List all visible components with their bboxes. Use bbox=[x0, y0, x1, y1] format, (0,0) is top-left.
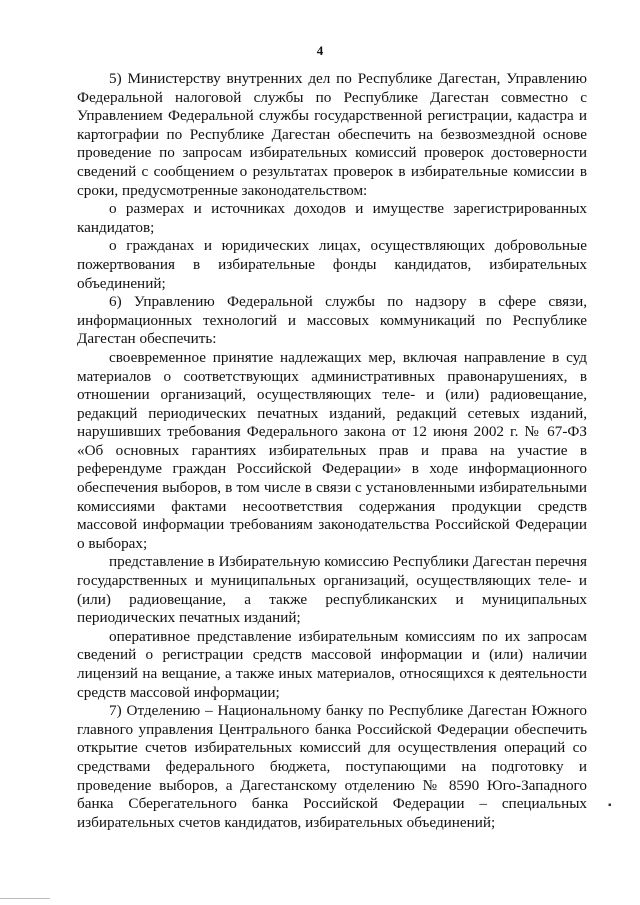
page-number: 4 bbox=[316, 43, 324, 58]
paragraph-item-5: 5) Министерству внутренних дел по Республике Дагестан, Управлению Федеральной налоговой службы по Республике Дагестан совместно с Управлением Федеральной службы государственной регистрации, кадастра и картографии по Республике Дагестан обеспечить на безвозмездной основе проведение по запросам избирательных комиссий проверок достоверности сведений с сообщением о результатах проверок в избирательные комиссии в сроки, предусмотренные законодательством: bbox=[77, 70, 587, 199]
paragraph-income-property: о размерах и источниках доходов и имуществе зарегистрированных кандидатов; bbox=[77, 200, 587, 236]
scan-edge-line bbox=[0, 898, 50, 899]
scan-artifact-mark: ▪ bbox=[608, 800, 612, 811]
paragraph-operational-info: оперативное представление избирательным комиссиям по их запросам сведений о регистрации средств массовой информации и (или) наличии лицензий на вещание, а также иных материалов, относящихся к деятельности средств массовой информации; bbox=[77, 627, 587, 701]
paragraph-donations: о гражданах и юридических лицах, осуществляющих добровольные пожертвования в избирательные фонды кандидатов, избирательных объединений; bbox=[77, 237, 587, 292]
paragraph-submission-list: представление в Избирательную комиссию Республики Дагестан перечня государственных и муниципальных организаций, осуществляющих теле- и (или) радиовещание, а также республиканских и муниципальных периодических печатных изданий; bbox=[77, 553, 587, 627]
document-body bbox=[77, 70, 587, 832]
paragraph-item-6: 6) Управлению Федеральной службы по надзору в сфере связи, информационных технологий и массовых коммуникаций по Республике Дагестан обеспечить: bbox=[77, 293, 587, 348]
paragraph-timely-measures: своевременное принятие надлежащих мер, включая направление в суд материалов о соответствующих административных правонарушениях, в отношении организаций, осуществляющих теле- и (или) радиовещание, редакций периодических печатных изданий, редакций сетевых изданий, нарушивших требования Федерального закона от 12 июня 2002 г. № 67-ФЗ «Об основных гарантиях избирательных прав и права на участие в референдуме граждан Российской Федерации» в ходе информационного обеспечения выборов, в том числе в связи с установленными избирательными комиссиями фактами несоответствия содержания продукции средств массовой информации требованиям законодательства Российской Федерации о выборах; bbox=[77, 348, 587, 552]
paragraph-item-7: 7) Отделению – Национальному банку по Республике Дагестан Южного главного управления Центрального банка Российской Федерации обеспечить открытие счетов избирательных комиссий для осуществления операций со средствами федерального бюджета, поступающими на подготовку и проведение выборов, а Дагестанскому отделению № 8590 Юго-Западного банка Сберегательного банка Российской Федерации – специальных избирательных счетов кандидатов, избирательных объединений; bbox=[77, 702, 587, 831]
